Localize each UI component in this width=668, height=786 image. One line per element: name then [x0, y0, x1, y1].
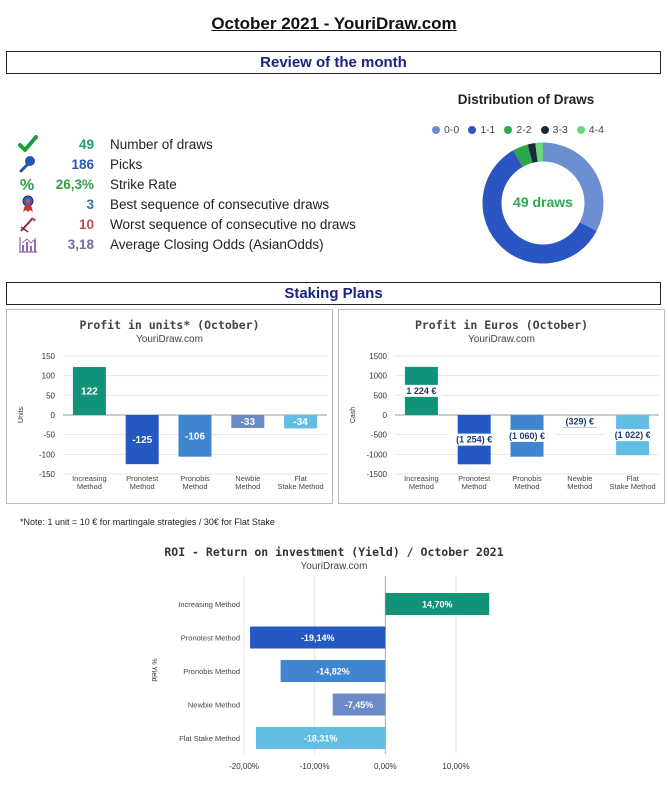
x-tick-label: Method [408, 482, 434, 491]
bar-chart-icon [16, 234, 40, 254]
profit-units-panel [6, 309, 333, 504]
data-label: -7,45% [344, 700, 374, 710]
data-label: (1 254) € [456, 434, 493, 445]
y-tick-label: 150 [41, 352, 55, 361]
x-tick-label: Method [129, 482, 155, 491]
y-tick-label: 500 [373, 391, 387, 401]
donut-center-label: 49 draws [513, 194, 573, 210]
legend-swatch [541, 126, 549, 134]
stat-label: Worst sequence of consecutive no draws [110, 216, 356, 232]
y-tick-label: -50 [43, 430, 55, 440]
x-tick-label: Pronotest [458, 474, 491, 483]
x-tick-label: Method [235, 482, 261, 491]
percent-icon [16, 174, 40, 194]
legend-label: 0-0 [444, 124, 460, 136]
x-tick-label: Pronobis [180, 474, 210, 483]
profit-units-subtitle: YouriDraw.com [136, 334, 203, 345]
legend-swatch [504, 126, 512, 134]
stat-label: Strike Rate [110, 176, 177, 192]
stat-label: Best sequence of consecutive draws [110, 196, 330, 212]
distribution-legend [432, 124, 604, 136]
x-tick-label: 0,00% [373, 762, 397, 771]
y-tick-label: Pronotest Method [180, 633, 240, 643]
x-tick-label: Pronobis [512, 474, 542, 483]
y-tick-label: -100 [38, 450, 55, 460]
medal-icon [16, 194, 40, 214]
y-tick-label: -1000 [366, 450, 387, 460]
y-tick-label: 100 [41, 371, 55, 381]
x-tick-label: Stake Method [277, 482, 324, 491]
units-note: *Note: 1 unit = 10 € for martingale strategies / 30€ for Flat Stake [20, 517, 275, 527]
legend-swatch [468, 126, 476, 134]
legend-label: 3-3 [552, 124, 568, 136]
distribution-donut-chart [478, 138, 608, 268]
donut-slice [543, 152, 594, 227]
stat-label: Picks [110, 156, 143, 172]
profit-euros-subtitle: YouriDraw.com [468, 334, 535, 345]
legend-label: 4-4 [588, 124, 604, 136]
stat-row-worst-sequence [16, 214, 396, 234]
x-tick-label: Method [182, 482, 208, 491]
legend-label: 1-1 [480, 124, 496, 136]
pushpin-icon [16, 154, 40, 174]
tool-icon [16, 214, 40, 234]
legend-item[interactable] [504, 124, 531, 136]
data-label: (329) € [565, 416, 595, 427]
profit-units-chart [7, 310, 332, 503]
y-tick-label: Pronobis Method [183, 667, 240, 676]
data-label: 1 224 € [406, 385, 437, 396]
roi-subtitle: YouriDraw.com [300, 561, 368, 572]
donut-slice [530, 152, 536, 153]
profit-euros-title: Profit in Euros (October) [414, 318, 589, 332]
y-tick-label: 0 [382, 411, 387, 420]
y-tick-label: -1500 [366, 470, 387, 479]
x-tick-label: -20,00% [229, 762, 259, 771]
y-tick-label: Newbie Method [187, 700, 240, 710]
y-axis-label: Cash [350, 406, 357, 424]
x-tick-label: Method [461, 482, 487, 491]
page-title: October 2021 - YouriDraw.com [211, 14, 457, 33]
y-axis-label: % Yield [150, 658, 157, 682]
distribution-title: Distribution of Draws [457, 92, 595, 107]
stat-value: 49 [78, 136, 94, 152]
data-label: 122 [81, 386, 98, 398]
donut-slice [518, 154, 530, 159]
y-tick-label: -150 [38, 470, 55, 479]
stat-label: Average Closing Odds (AsianOdds) [110, 236, 324, 252]
legend-swatch [432, 126, 440, 134]
data-label: (1 022) € [614, 430, 651, 441]
x-tick-label: Flat [294, 474, 307, 483]
stat-value: 26,3% [55, 176, 94, 192]
stat-row-draws [16, 134, 396, 154]
y-tick-label: 0 [50, 411, 55, 420]
review-section-header: Review of the month [6, 51, 661, 74]
y-tick-label: 1000 [369, 371, 387, 381]
x-tick-label: 10,00% [442, 762, 470, 771]
staking-section-header: Staking Plans [6, 282, 661, 305]
profit-euros-chart [339, 310, 664, 503]
data-label: -14,82% [316, 666, 350, 677]
legend-item[interactable] [577, 124, 604, 136]
data-label: -125 [132, 435, 153, 447]
data-label: 14,70% [422, 599, 453, 610]
x-tick-label: Pronotest [126, 474, 159, 483]
roi-title: ROI - Return on investment (Yield) / October 2021 [164, 545, 504, 559]
stat-row-strike-rate [16, 174, 396, 194]
x-tick-label: Method [514, 482, 540, 491]
y-tick-label: -500 [370, 430, 387, 440]
legend-label: 2-2 [516, 124, 532, 136]
y-tick-label: 1500 [369, 352, 387, 361]
data-label: -106 [184, 431, 206, 443]
data-label: -18,31% [303, 733, 338, 744]
svg-text:%: % [20, 177, 35, 193]
stat-value: 3,18 [67, 236, 94, 252]
x-tick-label: Increasing [72, 474, 107, 483]
legend-swatch [577, 126, 585, 134]
y-tick-label: Increasing Method [178, 600, 240, 609]
legend-item[interactable] [432, 124, 459, 136]
x-tick-label: Newbie [235, 474, 261, 483]
stat-value: 3 [86, 196, 94, 212]
data-label: -33 [240, 416, 256, 428]
y-tick-label: 50 [46, 391, 55, 401]
stat-value: 10 [78, 216, 94, 232]
data-label: (1 060) € [508, 430, 546, 441]
x-tick-label: Flat [626, 474, 639, 483]
stat-row-picks [16, 154, 396, 174]
stat-value: 186 [71, 156, 94, 172]
legend-item[interactable] [541, 124, 568, 136]
data-label: -19,14% [300, 633, 335, 643]
x-tick-label: Newbie [567, 474, 593, 483]
x-tick-label: Method [76, 482, 102, 491]
x-tick-label: Stake Method [609, 482, 656, 491]
legend-item[interactable] [468, 124, 495, 136]
y-axis-label: Units [18, 407, 25, 423]
checkmark-icon [16, 134, 40, 154]
stats-list [16, 134, 396, 254]
x-tick-label: Method [567, 482, 593, 491]
y-tick-label: Flat Stake Method [179, 734, 240, 743]
profit-units-title: Profit in units* (October) [79, 318, 260, 332]
stat-label: Number of draws [110, 136, 213, 152]
x-tick-label: Increasing [404, 474, 439, 483]
x-tick-label: -10,00% [299, 762, 330, 771]
stat-row-closing-odds [16, 234, 396, 254]
roi-chart [0, 576, 668, 786]
data-label: -34 [293, 417, 308, 429]
stat-row-best-sequence [16, 194, 396, 214]
profit-euros-panel [338, 309, 665, 504]
